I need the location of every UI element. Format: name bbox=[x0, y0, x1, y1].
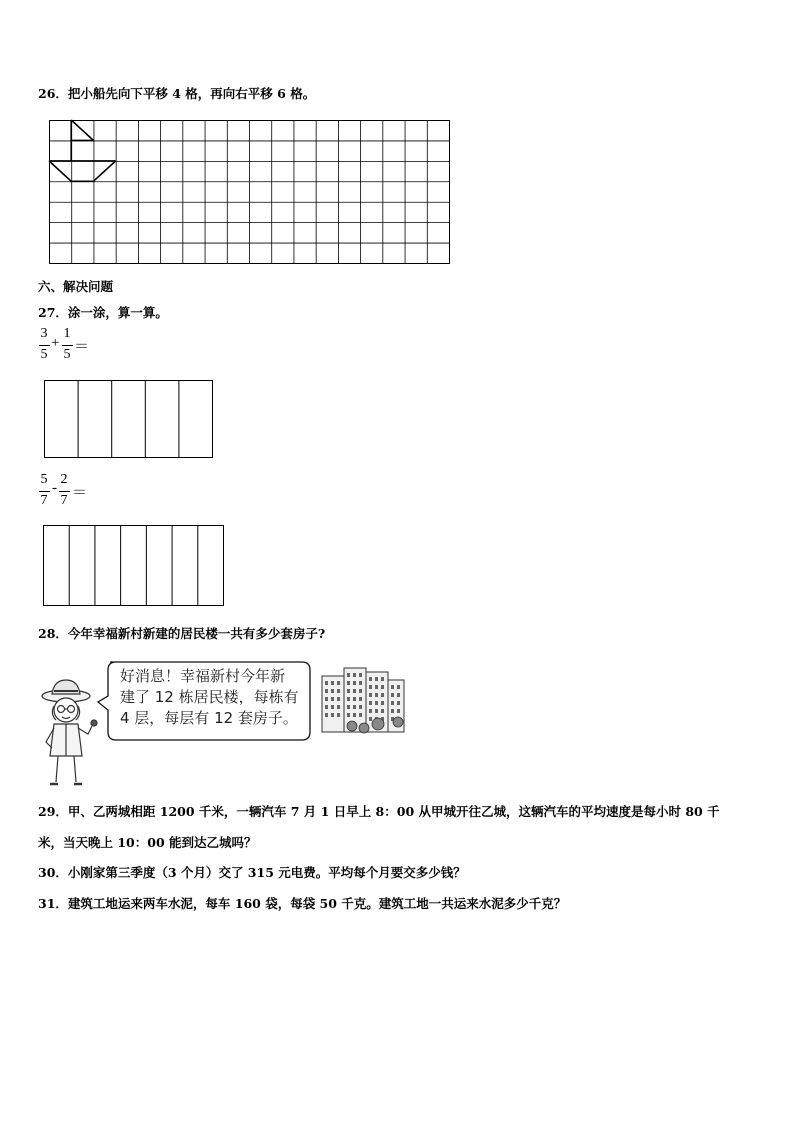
operator-minus: - bbox=[52, 480, 57, 496]
fraction-b-1-denominator: 5 bbox=[63, 347, 71, 362]
building-window bbox=[337, 689, 340, 693]
question-27-text: 27．涂一涂，算一算。 bbox=[38, 305, 168, 320]
building-window bbox=[337, 705, 340, 709]
fraction-a-2-numerator: 5 bbox=[40, 472, 48, 487]
building-window bbox=[391, 685, 394, 689]
building-window bbox=[375, 685, 378, 689]
bubble-line-3: 4 层，每层有 12 套房子。 bbox=[120, 709, 298, 727]
building-window bbox=[337, 697, 340, 701]
building-window bbox=[375, 709, 378, 713]
apartment-buildings-illustration bbox=[318, 664, 408, 742]
question-30-text: 30．小刚家第三季度（3 个月）交了 315 元电费。平均每个月要交多少钱？ bbox=[38, 865, 466, 880]
fraction-bar-fifths bbox=[44, 380, 214, 459]
fraction-b-2-numerator: 2 bbox=[60, 472, 68, 487]
building-window bbox=[381, 709, 384, 713]
building-window bbox=[359, 697, 362, 701]
building-window bbox=[353, 713, 356, 717]
fraction-a-2-denominator: 7 bbox=[40, 493, 48, 508]
fraction-b-1-numerator: 1 bbox=[63, 326, 71, 341]
building-window bbox=[359, 673, 362, 677]
question-26-text: 26．把小船先向下平移 4 格，再向右平移 6 格。 bbox=[38, 86, 316, 101]
building-window bbox=[369, 701, 372, 705]
building-window bbox=[347, 673, 350, 677]
building-window bbox=[331, 713, 334, 717]
building-window bbox=[369, 677, 372, 681]
building-window bbox=[325, 681, 328, 685]
building-window bbox=[353, 673, 356, 677]
building-window bbox=[381, 693, 384, 697]
building-window bbox=[391, 701, 394, 705]
building-window bbox=[397, 709, 400, 713]
boat-shape bbox=[49, 120, 116, 181]
equals-sign-1: ＝ bbox=[74, 339, 90, 355]
equals-sign-2: ＝ bbox=[72, 485, 88, 501]
building-window bbox=[337, 681, 340, 685]
building-window bbox=[337, 713, 340, 717]
building-window bbox=[359, 705, 362, 709]
building-window bbox=[325, 713, 328, 717]
building-window bbox=[397, 685, 400, 689]
building-window bbox=[347, 713, 350, 717]
boat-grid bbox=[49, 120, 451, 265]
building-window bbox=[375, 693, 378, 697]
building-window bbox=[353, 681, 356, 685]
fraction-a-1-numerator: 3 bbox=[40, 326, 48, 341]
speech-bubble-text bbox=[120, 666, 299, 729]
building-window bbox=[347, 689, 350, 693]
building-window bbox=[381, 677, 384, 681]
building-window bbox=[353, 705, 356, 709]
building-window bbox=[347, 705, 350, 709]
section-six-title: 六、解决问题 bbox=[38, 279, 114, 294]
question-28-text: 28．今年幸福新村新建的居民楼一共有多少套房子? bbox=[38, 626, 326, 641]
building-window bbox=[325, 705, 328, 709]
building-window bbox=[331, 705, 334, 709]
building-window bbox=[353, 697, 356, 701]
building-window bbox=[331, 681, 334, 685]
question-29-line-2: 米，当天晚上 10：00 能到达乙城吗？ bbox=[38, 835, 257, 850]
fraction-bar-sevenths bbox=[43, 525, 225, 607]
building-window bbox=[369, 685, 372, 689]
bubble-line-1: 好消息！幸福新村今年新 bbox=[120, 667, 286, 685]
bubble-line-2: 建了 12 栋居民楼，每栋有 bbox=[120, 688, 299, 706]
question-31-text: 31．建筑工地运来两车水泥，每车 160 袋，每袋 50 千克。建筑工地一共运来水泥多少千克？ bbox=[38, 896, 567, 911]
building-window bbox=[331, 697, 334, 701]
operator-plus: + bbox=[51, 335, 60, 351]
building-window bbox=[375, 701, 378, 705]
building-window bbox=[391, 693, 394, 697]
building-window bbox=[325, 697, 328, 701]
building-window bbox=[381, 685, 384, 689]
building-window bbox=[359, 713, 362, 717]
building-window bbox=[347, 681, 350, 685]
building-window bbox=[375, 677, 378, 681]
building-window bbox=[347, 697, 350, 701]
building-window bbox=[397, 693, 400, 697]
question-29-line-1: 29．甲、乙两城相距 1200 千米，一辆汽车 7 月 1 日早上 8：00 从甲城开往乙城，这辆汽车的平均速度是每小时 80 千 bbox=[38, 804, 720, 819]
fraction-b-2-denominator: 7 bbox=[60, 493, 68, 508]
building-window bbox=[359, 689, 362, 693]
fraction-a-1-denominator: 5 bbox=[40, 347, 48, 362]
building-window bbox=[391, 709, 394, 713]
building-window bbox=[325, 689, 328, 693]
building-window bbox=[331, 689, 334, 693]
building-window bbox=[369, 717, 372, 721]
building-window bbox=[381, 701, 384, 705]
building-window bbox=[397, 701, 400, 705]
building-window bbox=[353, 689, 356, 693]
building-window bbox=[359, 681, 362, 685]
building-window bbox=[369, 709, 372, 713]
building-window bbox=[369, 693, 372, 697]
